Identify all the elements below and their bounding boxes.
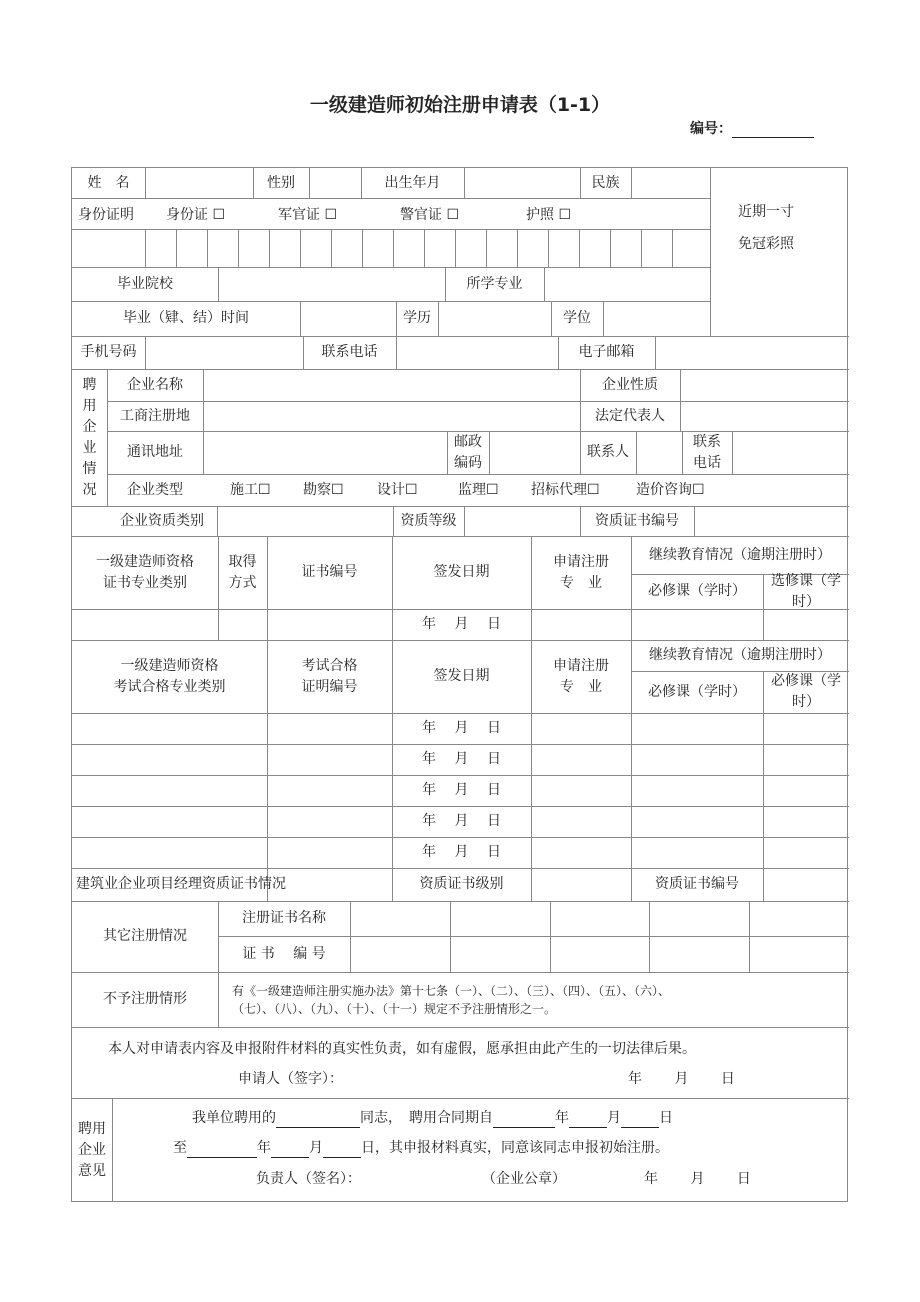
responsible-person-signature-label: 负责人（签名）： <box>256 1171 361 1187</box>
document-number-label: 编号： <box>690 121 732 137</box>
exam-issue-date-row[interactable]: 年 月 日 <box>422 782 501 798</box>
exam-issue-date-row[interactable]: 年 月 日 <box>422 720 501 736</box>
gender-label: 性别 <box>267 174 295 191</box>
type-survey-checkbox[interactable]: 勘察☐ <box>303 482 344 498</box>
applicant-signature-label: 申请人（签字）： <box>238 1071 343 1087</box>
company-section-label: 聘 用 企 业 情 况 <box>82 376 97 498</box>
document-number <box>690 118 814 138</box>
company-name-label: 企业名称 <box>127 376 183 393</box>
exam-cert-number-header: 考试合格 证明编号 <box>301 657 358 695</box>
type-cost-consulting-checkbox[interactable]: 造价咨询☐ <box>636 482 705 498</box>
employer-opinion-label: 聘用 企业 意见 <box>78 1120 106 1179</box>
pm-cert-level-label: 资质证书级别 <box>419 876 504 892</box>
qualification-type-label: 企业资质类别 <box>120 512 204 529</box>
exam-continuing-education-header: 继续教育情况（逾期注册时） <box>649 647 831 663</box>
registered-cert-number-label: 证 书 编 号 <box>242 945 326 962</box>
phone-label: 联系电话 <box>321 344 378 360</box>
required-course-header: 必修课（学时） <box>648 583 746 599</box>
applicant-signature-date: 年 月 日 <box>628 1071 735 1087</box>
issue-date-header: 签发日期 <box>433 564 490 580</box>
qualification-cert-no-label: 资质证书编号 <box>595 512 679 529</box>
contract-end-day-blank[interactable] <box>323 1142 361 1158</box>
id-option-police[interactable]: 警官证 ☐ <box>400 207 460 223</box>
address-label: 通讯地址 <box>127 444 183 460</box>
graduation-time-label: 毕业（肄、结）时间 <box>123 310 249 326</box>
degree-label: 学位 <box>563 310 591 326</box>
employer-opinion-line-2: 至 年 月 日，其申报材料真实，同意该同志申报初始注册。 <box>173 1140 669 1156</box>
company-type-label: 企业类型 <box>127 481 183 498</box>
employer-signature-date: 年 月 日 <box>644 1171 751 1187</box>
legal-representative-label: 法定代表人 <box>595 407 665 424</box>
non-registration-label: 不予注册情形 <box>103 991 187 1007</box>
non-registration-text-line-1: 有《一级建造师注册实施办法》第十七条（一）、（二）、（三）、（四）、（五）、（六）、 <box>232 984 671 998</box>
document-number-field[interactable] <box>732 122 814 138</box>
declaration-text: 本人对申请表内容及申报附件材料的真实性负责，如有虚假，愿承担由此产生的一切法律后果。 <box>108 1041 696 1057</box>
contract-end-month-blank[interactable] <box>271 1142 309 1158</box>
name-field[interactable] <box>147 173 251 193</box>
qualification-level-label: 资质等级 <box>400 512 457 529</box>
employee-name-blank[interactable] <box>276 1112 360 1128</box>
ethnic-field[interactable] <box>633 173 708 193</box>
exam-issue-date-row[interactable]: 年 月 日 <box>422 813 501 829</box>
contract-end-year-blank[interactable] <box>187 1142 257 1158</box>
company-nature-label: 企业性质 <box>602 376 658 393</box>
cert-major-category-header: 一级建造师资格 证书专业类别 <box>96 553 194 591</box>
id-option-passport[interactable]: 护照 ☐ <box>526 207 572 223</box>
type-bidding-agent-checkbox[interactable]: 招标代理☐ <box>531 482 600 498</box>
photo-caption-1: 近期一寸 <box>738 204 794 220</box>
other-registration-label: 其它注册情况 <box>103 928 187 944</box>
mobile-label: 手机号码 <box>80 344 137 360</box>
contact-person-label: 联系人 <box>587 444 629 460</box>
school-label: 毕业院校 <box>117 275 173 292</box>
pm-cert-number-label: 资质证书编号 <box>655 876 739 892</box>
birth-field[interactable] <box>466 173 578 193</box>
exam-required-course-header-2: 必修课（学 时） <box>771 673 841 710</box>
postcode-label: 邮政 编码 <box>454 433 482 471</box>
photo-caption-2: 免冠彩照 <box>738 236 794 252</box>
exam-issue-date-row[interactable]: 年 月 日 <box>422 844 501 860</box>
type-supervision-checkbox[interactable]: 监理☐ <box>458 482 499 498</box>
education-label: 学历 <box>403 310 431 326</box>
major-label: 所学专业 <box>466 275 523 292</box>
id-option-military[interactable]: 军官证 ☐ <box>278 207 338 223</box>
employer-opinion-line-1: 我单位聘用的 同志， 聘用合同期自 年 月 日 <box>192 1110 673 1126</box>
form-title: 一级建造师初始注册申请表（1-1） <box>309 94 611 116</box>
contract-start-year-blank[interactable] <box>493 1112 555 1128</box>
exam-issue-date-header: 签发日期 <box>433 668 490 684</box>
type-construction-checkbox[interactable]: 施工☐ <box>230 482 271 498</box>
company-seal-label: （企业公章） <box>482 1171 566 1187</box>
gender-field[interactable] <box>311 173 359 193</box>
exam-major-category-header: 一级建造师资格 考试合格专业类别 <box>113 657 226 695</box>
exam-required-course-header: 必修课（学时） <box>648 683 746 700</box>
registration-form <box>71 167 848 1202</box>
ethnic-label: 民族 <box>591 174 620 191</box>
contract-start-month-blank[interactable] <box>569 1112 607 1128</box>
elective-course-header: 选修课（学 时） <box>771 572 841 610</box>
registration-major-header: 申请注册 专 业 <box>553 553 609 591</box>
acquisition-method-header: 取得 方式 <box>228 553 257 591</box>
id-type-label: 身份证明 <box>78 207 134 223</box>
registered-cert-name-label: 注册证书名称 <box>242 910 326 926</box>
cert-issue-date[interactable]: 年 月 日 <box>422 616 501 632</box>
birth-label: 出生年月 <box>384 174 441 191</box>
exam-registration-major-header: 申请注册 专 业 <box>553 657 609 695</box>
pm-cert-label: 建筑业企业项目经理资质证书情况 <box>76 876 286 892</box>
non-registration-text-line-2: （七）、（八）、（九）、（十）、（十一）规定不予注册情形之一。 <box>232 1002 557 1016</box>
cert-number-header: 证书编号 <box>301 564 358 580</box>
exam-issue-date-row[interactable]: 年 月 日 <box>422 751 501 767</box>
contract-start-day-blank[interactable] <box>621 1112 659 1128</box>
email-label: 电子邮箱 <box>578 344 635 360</box>
name-label: 姓 名 <box>87 174 130 191</box>
continuing-education-header: 继续教育情况（逾期注册时） <box>649 546 831 563</box>
type-design-checkbox[interactable]: 设计☐ <box>377 482 418 498</box>
id-option-idcard[interactable]: 身份证 ☐ <box>166 207 226 223</box>
registration-place-label: 工商注册地 <box>120 407 190 424</box>
contact-phone-label: 联系 电话 <box>693 433 721 471</box>
